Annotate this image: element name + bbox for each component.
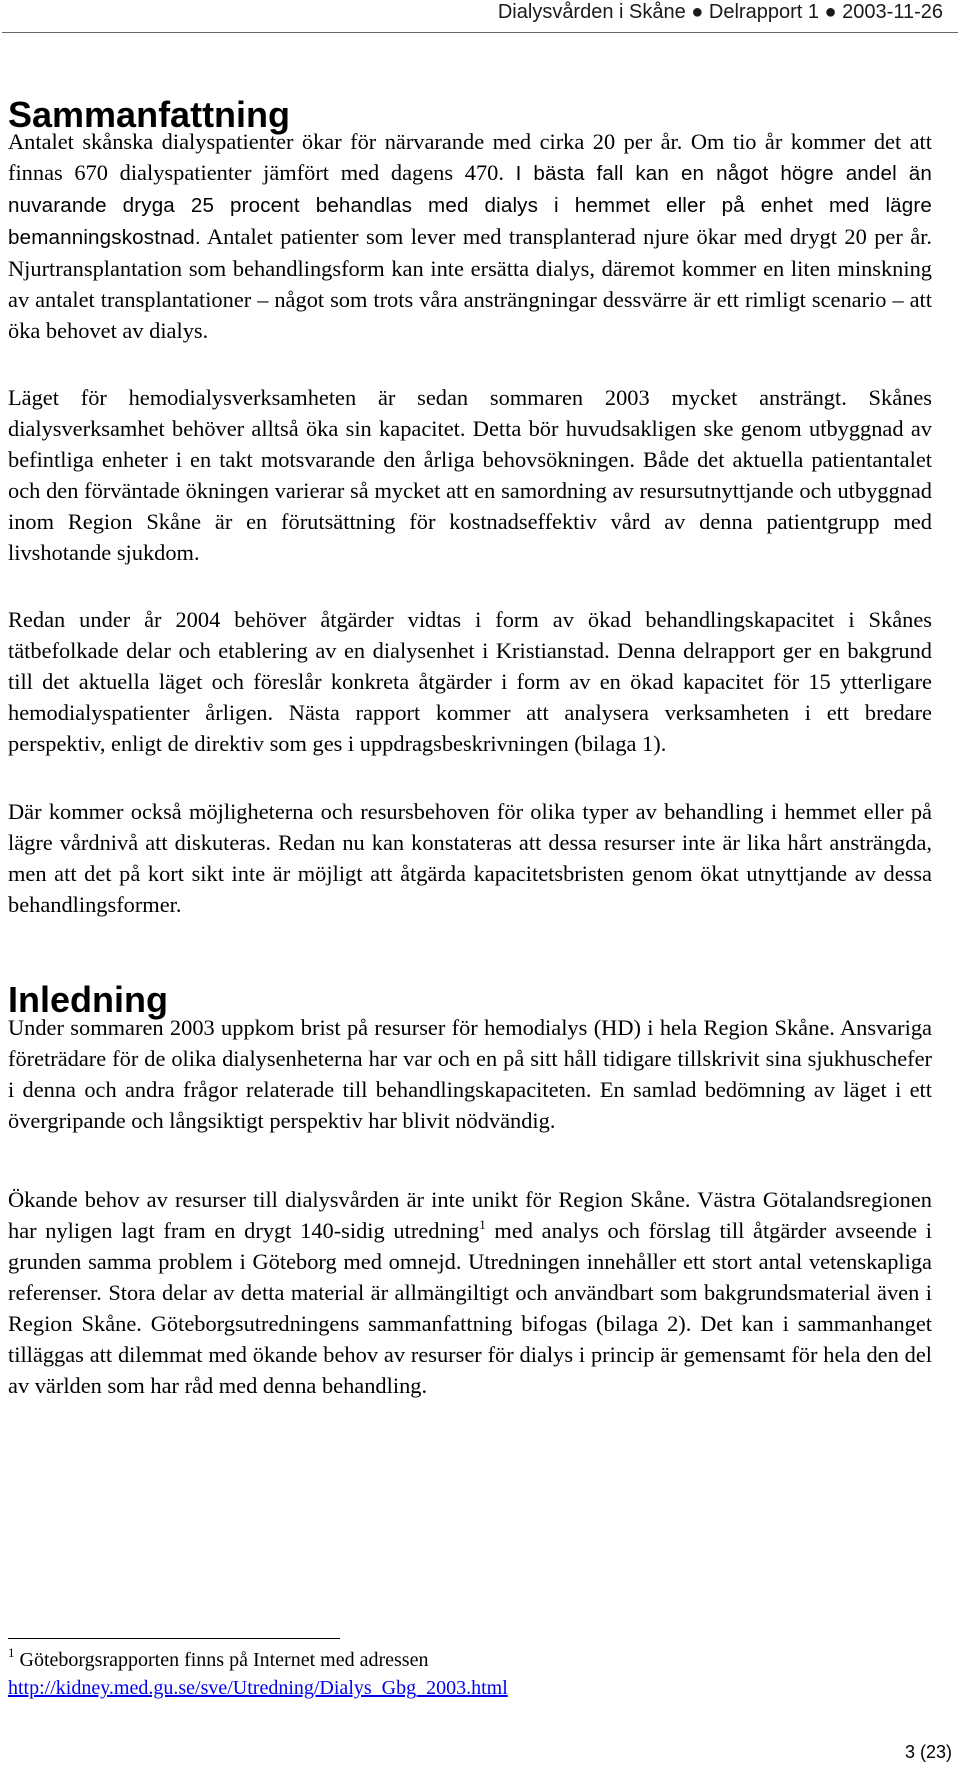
summary-paragraph-2: Läget för hemodialysverksamheten är sedan sommaren 2003 mycket ansträngt. Skånes dialysverksamhet behöver alltså öka sin kapacitet. Detta bör huvudsakligen ske genom utbyggnad av befintliga enheter i en takt motsvarande den årliga behovsökningen. Både det aktuella patientantalet och den förväntade ökningen varierar så mycket att en samordning av resursutnyttjande och utbyggnad inom Region Skåne är en förutsättning för kostnadseffektiv vård av denna patientgrupp med livshotande sjukdom.	[8, 385, 932, 565]
footnote-number: 1	[8, 1645, 15, 1660]
heading-sammanfattning: Sammanfattning	[8, 94, 291, 135]
header-title: Dialysvården i Skåne ● Delrapport 1 ● 2003-11-26	[497, 1, 943, 23]
footnote	[8, 1646, 508, 1702]
summary-sentence-5: Njurtransplantation som behandlingsform kan inte ersätta dialys, däremot kommer en liten minskning av antalet transplantationer – något som trots våra ansträngningar dessvärre är ett rimligt scenario – att öka behovet av dialys.	[8, 256, 932, 343]
footnote-reference[interactable]: 1	[479, 1217, 486, 1232]
intro-text-part-2: med analys och förslag till åtgärder avseende i grunden samma problem i Göteborg med omnejd. Utredningen innehåller ett stort antal vetenskapliga referenser. Stora delar av detta material är allmängiltigt och användbart som bakgrundsmaterial även i Region Skåne. Göteborgsutredningens sammanfattning bifogas (bilaga 2). Det kan i sammanhanget tilläggas att dilemmat med ökande behov av resurser för dialys i princip är gemensamt för hela den del av världen som har råd med denna behandling.	[8, 1218, 933, 1398]
heading-inledning: Inledning	[8, 979, 168, 1020]
summary-sentence-4: Antalet patienter som lever med transplanterad njure ökar med drygt 20 per år.	[206, 224, 932, 249]
intro-paragraph-1: Under sommaren 2003 uppkom brist på resurser för hemodialys (HD) i hela Region Skåne. Ansvariga företrädare för de olika dialysenheterna har var och en på sitt håll tidigare tillskrivit sina sjukhuschefer i denna och andra frågor relaterade till behandlingskapaciteten. En samlad bedömning av läget i ett övergripande och långsiktigt perspektiv har blivit nödvändig.	[8, 1015, 932, 1133]
page-number: 3 (23)	[904, 1742, 952, 1762]
summary-paragraph-1	[8, 126, 932, 346]
footnote-link[interactable]: http://kidney.med.gu.se/sve/Utredning/Dialys_Gbg_2003.html	[8, 1677, 508, 1699]
intro-text-part-1: Ökande behov av resurser till dialysvården är inte unikt för Region Skåne. Västra Götalandsregionen har nyligen lagt fram en drygt 140-sidig utredning	[8, 1187, 932, 1243]
header-divider	[2, 32, 958, 33]
footnote-divider	[8, 1638, 340, 1639]
summary-paragraph-3: Redan under år 2004 behöver åtgärder vidtas i form av ökad behandlingskapacitet i Skånes tätbefolkade delar och etablering av en dialysenhet i Kristianstad. Denna delrapport ger en bakgrund till det aktuella läget och föreslår konkreta åtgärder i form av en ökad kapacitet för 15 ytterligare hemodialyspatienter årligen. Nästa rapport kommer att analysera verksamheten i ett bredare perspektiv, enligt de direktiv som ges i uppdragsbeskrivningen (bilaga 1).	[8, 607, 932, 756]
summary-sentence-2: Om tio år kommer det att finnas 670 dialyspatienter jämfört med dagens 470.	[8, 129, 932, 185]
footnote-line	[8, 1646, 508, 1674]
intro-paragraph-2	[8, 1184, 932, 1401]
summary-sentence-1: Antalet skånska dialyspatienter ökar för närvarande med cirka 20 per år.	[8, 129, 683, 154]
summary-paragraph-4: Där kommer också möjligheterna och resursbehoven för olika typer av behandling i hemmet eller på lägre vårdnivå att diskuteras. Redan nu kan konstateras att dessa resurser inte är lika hårt ansträngda, men att det på kort sikt inte är möjligt att åtgärda kapacitetsbristen genom ökat utnyttjande av dessa behandlingsformer.	[8, 799, 932, 917]
footnote-text: Göteborgsrapporten finns på Internet med adressen	[14, 1649, 429, 1671]
summary-sentence-3: I bästa fall kan en något högre andel än nuvarande dryga 25 procent behandlas med dialys i hemmet eller på enhet med lägre bemanningskostnad.	[8, 162, 932, 249]
page-header	[0, 0, 960, 35]
